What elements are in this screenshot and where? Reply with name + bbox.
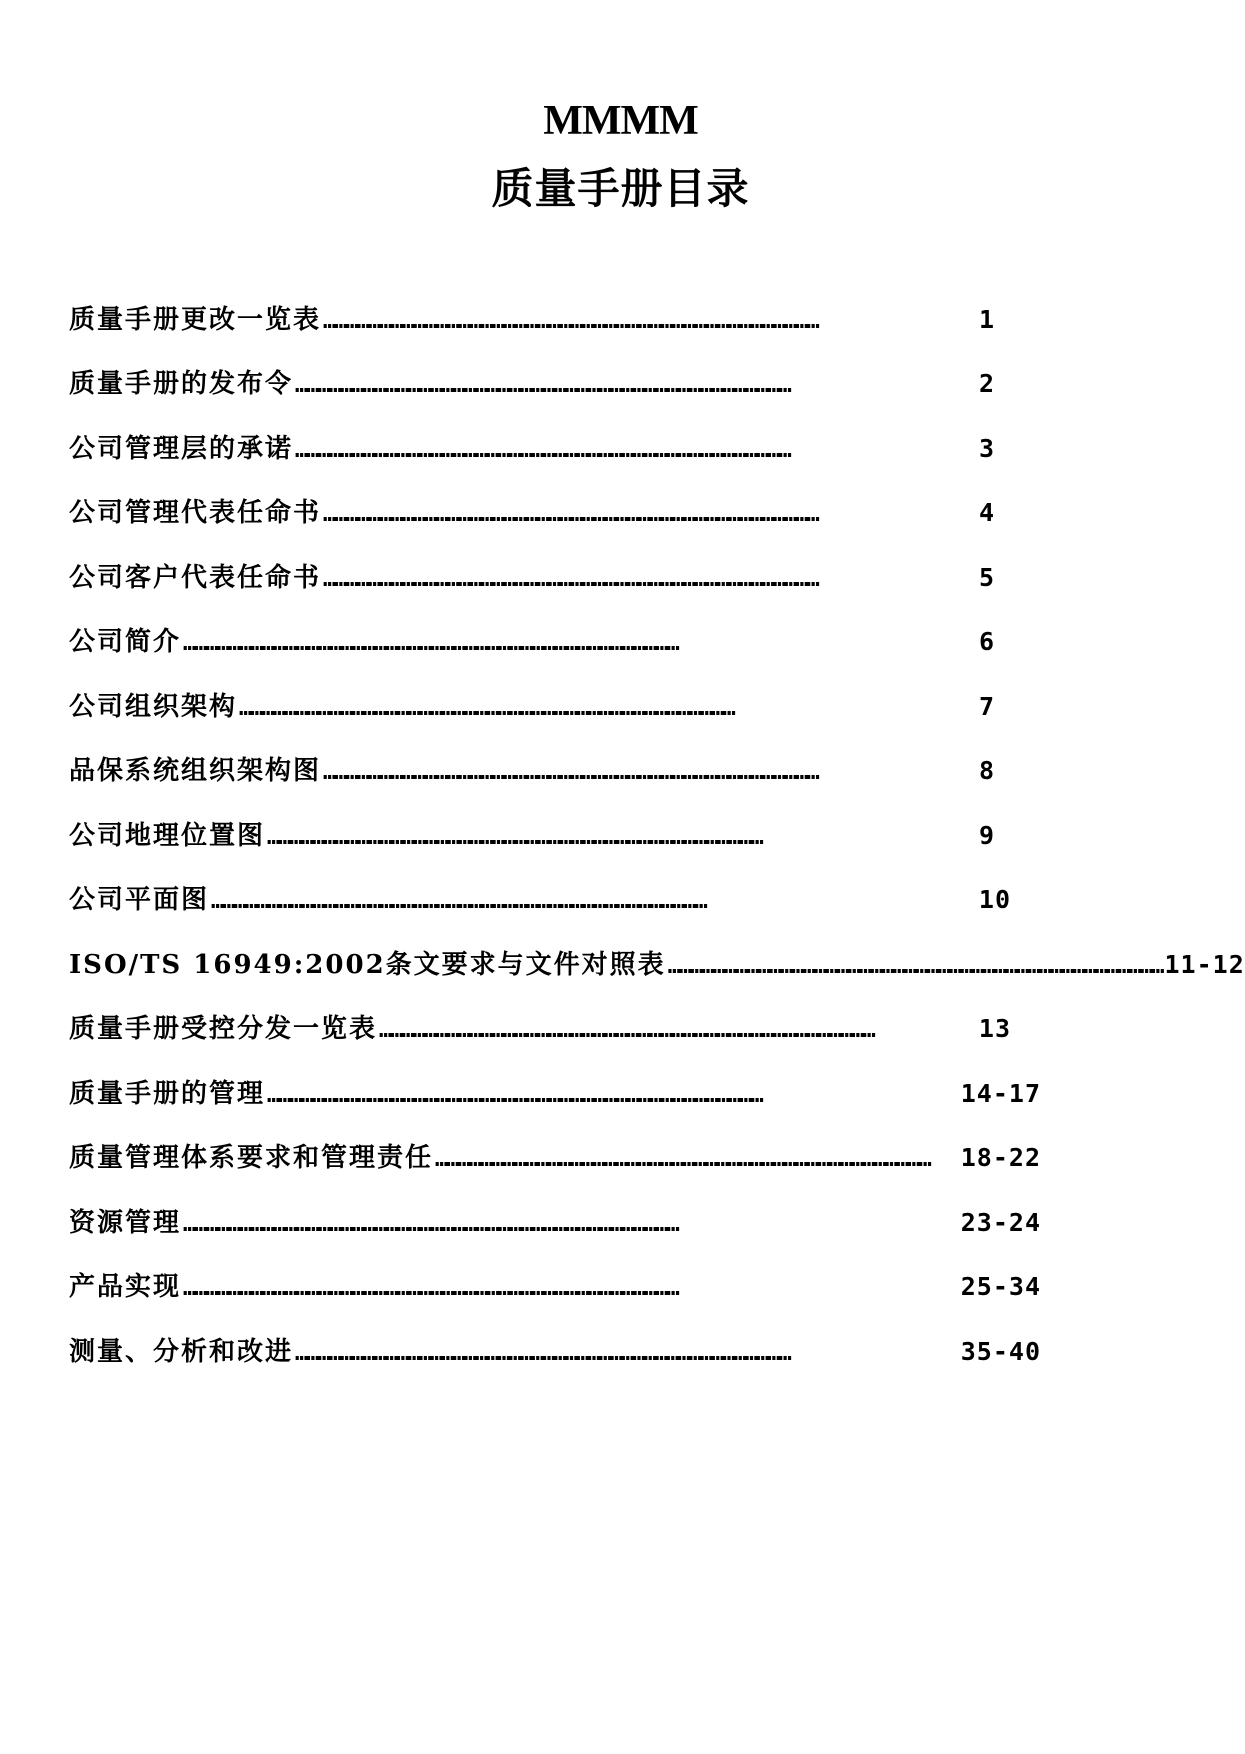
toc-entry xyxy=(69,427,995,471)
toc-entry-label: 公司地理位置图 xyxy=(69,821,266,851)
toc-entry-page: 18-22 xyxy=(960,1143,1041,1172)
toc-entry-label: 质量手册受控分发一览表 xyxy=(69,1014,378,1044)
toc-entry-page: 6 xyxy=(978,627,995,656)
toc-leader-dots: …………………………………………………………………………………………………………………… xyxy=(267,825,762,850)
company-name: MMMM xyxy=(543,98,698,144)
toc-entry xyxy=(69,685,995,729)
toc-entry-page: 3 xyxy=(978,434,995,463)
toc-entry xyxy=(69,491,995,535)
toc-entry xyxy=(69,814,995,858)
toc-entry-label: 产品实现 xyxy=(69,1272,182,1302)
toc-entry-page: 5 xyxy=(978,563,995,592)
toc-entry xyxy=(69,1136,1041,1180)
toc-entry-label: 质量手册的发布令 xyxy=(69,369,294,399)
toc-entry xyxy=(69,298,995,342)
toc-entry-label: 品保系统组织架构图 xyxy=(69,756,322,786)
toc-leader-dots: …………………………………………………………………………………………………………………… xyxy=(267,1083,762,1108)
toc-entry-label: 资源管理 xyxy=(69,1208,182,1238)
toc-entry xyxy=(69,362,995,406)
toc-entry-page: 25-34 xyxy=(960,1272,1041,1301)
toc-entry xyxy=(69,1330,1041,1374)
toc-entry-page: 11-12 xyxy=(1164,950,1245,979)
toc-entry-page: 13 xyxy=(978,1014,1011,1043)
document-header xyxy=(0,96,1241,216)
toc-leader-dots: …………………………………………………………………………………………………………………… xyxy=(667,954,1163,979)
toc-entry-label: 测量、分析和改进 xyxy=(69,1337,294,1367)
toc-entry-page: 14-17 xyxy=(960,1079,1041,1108)
document-title: 质量手册目录 xyxy=(491,164,750,213)
toc-entry-label: 公司平面图 xyxy=(69,885,210,915)
toc-entry-page: 7 xyxy=(978,692,995,721)
toc-entry xyxy=(69,878,1011,922)
toc-entry xyxy=(69,1007,1011,1051)
toc-leader-dots: …………………………………………………………………………………………………………………… xyxy=(183,1276,678,1301)
toc-entry-page: 2 xyxy=(978,369,995,398)
toc-entry-page: 35-40 xyxy=(960,1337,1041,1366)
toc-entry xyxy=(69,749,995,793)
toc-entry xyxy=(69,1265,1041,1309)
toc-entry-label: 公司组织架构 xyxy=(69,692,238,722)
toc-entry-page: 1 xyxy=(978,305,995,334)
toc-leader-dots: …………………………………………………………………………………………………………………… xyxy=(211,889,706,914)
toc-leader-dots: …………………………………………………………………………………………………………………… xyxy=(323,309,818,334)
toc-entry xyxy=(69,943,1245,987)
toc-entry xyxy=(69,556,995,600)
toc-entry-label: 质量手册的管理 xyxy=(69,1079,266,1109)
toc-entry xyxy=(69,1201,1041,1245)
toc-leader-dots: …………………………………………………………………………………………………………………… xyxy=(323,760,818,785)
toc-entry-label: 质量手册更改一览表 xyxy=(69,305,322,335)
toc-leader-dots: …………………………………………………………………………………………………………………… xyxy=(183,631,678,656)
toc-entry xyxy=(69,1072,1041,1116)
toc-leader-dots: …………………………………………………………………………………………………………………… xyxy=(435,1147,930,1172)
toc-entry-label: 质量管理体系要求和管理责任 xyxy=(69,1143,434,1173)
toc-leader-dots: …………………………………………………………………………………………………………………… xyxy=(239,696,734,721)
toc-entry-page: 23-24 xyxy=(960,1208,1041,1237)
toc-entry-page: 4 xyxy=(978,498,995,527)
toc-entry-label: 公司管理层的承诺 xyxy=(69,434,294,464)
toc-entry-page: 10 xyxy=(978,885,1011,914)
toc-entry xyxy=(69,620,995,664)
toc-entry-label: 公司客户代表任命书 xyxy=(69,563,322,593)
toc-leader-dots: …………………………………………………………………………………………………………………… xyxy=(295,1341,790,1366)
toc-leader-dots: …………………………………………………………………………………………………………………… xyxy=(295,373,790,398)
toc-entry-page: 9 xyxy=(978,821,995,850)
toc-leader-dots: …………………………………………………………………………………………………………………… xyxy=(323,567,818,592)
toc-leader-dots: …………………………………………………………………………………………………………………… xyxy=(379,1018,874,1043)
toc-entry-page: 8 xyxy=(978,756,995,785)
toc-entry-label: ISO/TS 16949:2002条文要求与文件对照表 xyxy=(69,950,666,980)
toc-leader-dots: …………………………………………………………………………………………………………………… xyxy=(323,502,818,527)
toc-leader-dots: …………………………………………………………………………………………………………………… xyxy=(183,1212,678,1237)
toc-entry-label: 公司简介 xyxy=(69,627,182,657)
toc-leader-dots: …………………………………………………………………………………………………………………… xyxy=(295,438,790,463)
toc-entry-label: 公司管理代表任命书 xyxy=(69,498,322,528)
